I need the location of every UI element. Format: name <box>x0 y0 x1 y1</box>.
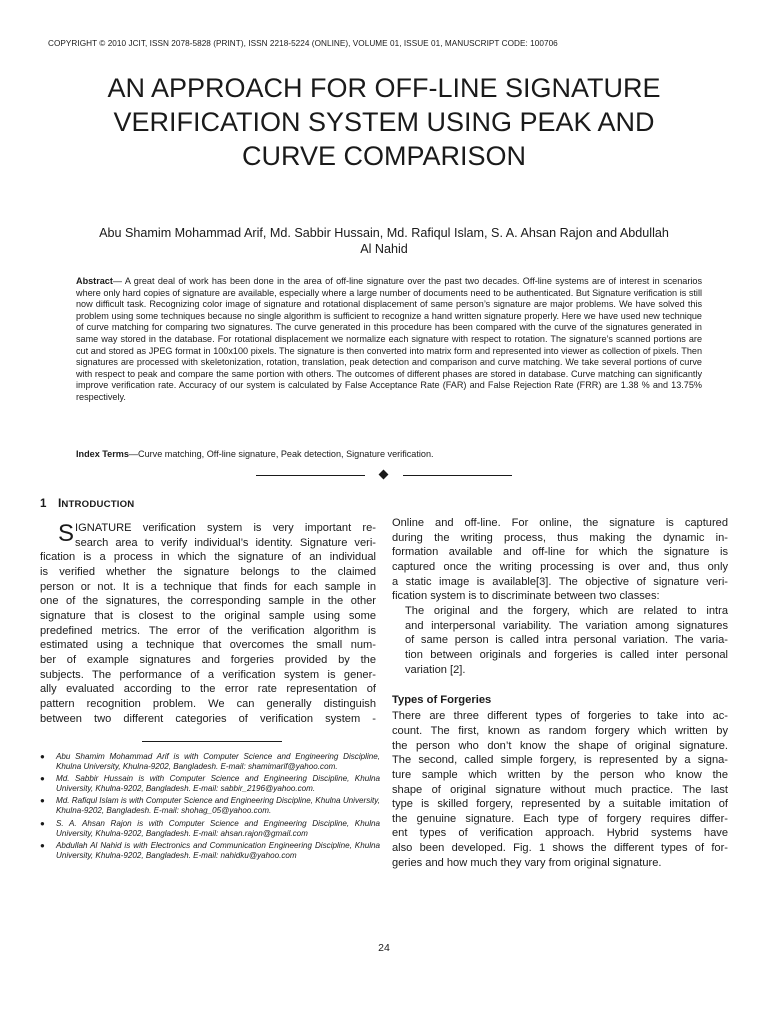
footnote-item <box>40 819 380 839</box>
text-line: predefined metrics. The error of the verification algorithm is <box>40 624 376 637</box>
text-line: pattern recognition problem. We can generally distinguish <box>40 697 376 710</box>
text-line: signature that is closest to the original sample using some <box>40 609 376 622</box>
footnote-item <box>40 774 380 794</box>
text-line: IGNATURE verification system is very important re- <box>75 522 376 534</box>
text-line: subjects. The performance of a verification system is gener- <box>40 668 376 681</box>
section-heading-introduction <box>40 495 376 513</box>
text-line: of same person is called intra personal variation. The varia- <box>405 634 728 647</box>
text-line: during the writing process, thus making the dynamic in- <box>392 531 728 544</box>
text-line: Online and off-line. For online, the signature is captured <box>392 517 728 529</box>
text-line: ally evaluated according to the error rate representation of <box>40 683 376 696</box>
footnote-text: Abu Shamim Mohammad Arif is with Computer Science and Engineering Discipline, Khulna University, Khulna-9202, Bangladesh. E-mail: shamimarif@yahoo.com. <box>56 752 380 772</box>
paper-title <box>40 71 728 173</box>
index-terms-text: —Curve matching, Off-line signature, Peak detection, Signature verification. <box>128 449 434 459</box>
section-title-first: I <box>58 496 62 510</box>
abstract <box>76 276 702 404</box>
footnote-item <box>40 841 380 861</box>
right-column <box>392 516 728 870</box>
abstract-label: Abstract <box>76 276 113 286</box>
footnote-item <box>40 752 380 772</box>
text-line: count. The first, known as random forgery which written by <box>392 724 728 737</box>
text-line: formation available and off-line for which the signature is <box>392 546 728 559</box>
section-divider <box>256 469 512 481</box>
text-line: the genuine signature. Each type of forgery requires differ- <box>392 812 728 825</box>
author-line: Abu Shamim Mohammad Arif, Md. Sabbir Hussain, Md. Rafiqul Islam, S. A. Ahsan Rajon and Abdullah <box>99 226 669 240</box>
index-terms <box>76 448 702 460</box>
left-column <box>40 495 376 726</box>
text-line: shape of original signature without much practice. The last <box>392 783 728 796</box>
intro-paragraph-1-continued <box>392 516 728 604</box>
footnote-text: Abdullah Al Nahid is with Electronics and Communication Engineering Discipline, Khulna University, Khulna-9202, Bangladesh. E-mail: nahidku@yahoo.com <box>56 840 380 860</box>
footnote-text: S. A. Ahsan Rajon is with Computer Science and Engineering Discipline, Khulna University, Khulna-9202, Bangladesh. E-mail: ahsan.rajon@gmail.com <box>56 818 380 838</box>
section-number: 1 <box>40 497 47 510</box>
footnote-text: Md. Rafiqul Islam is with Computer Science and Engineering Discipline, Khulna University, Khulna-9202, Bangladesh. E-mail: shohag_05@yahoo.com. <box>56 796 380 816</box>
author-footnotes <box>40 752 380 863</box>
divider-line-left <box>256 475 365 476</box>
text-line: between two different categories of verification system - <box>40 712 376 725</box>
text-line: captured once the writing processing is over and, thus only <box>392 560 728 573</box>
footnote-rule <box>142 741 282 742</box>
intro-paragraph-1 <box>40 521 376 726</box>
bullet-icon: ● <box>40 818 45 828</box>
title-line: CURVE COMPARISON <box>241 141 527 171</box>
bullet-icon: ● <box>40 796 45 806</box>
footnote-item <box>40 796 380 816</box>
text-line: a static image is available[3]. The objective of signature veri- <box>392 575 728 588</box>
page-number: 24 <box>378 942 390 954</box>
text-line: the person who don’t know the shape of original signature. <box>392 739 728 752</box>
forgeries-paragraph <box>392 709 728 870</box>
text-line: fication system is to discriminate between two classes: <box>392 590 660 603</box>
intro-paragraph-1-text <box>40 521 376 726</box>
diamond-icon <box>379 470 389 480</box>
author-line: Al Nahid <box>360 242 408 256</box>
bullet-icon: ● <box>40 752 45 761</box>
divider-line-right <box>403 475 512 476</box>
text-line: type is skilled forgery, represented by a suitable imitation of <box>392 798 728 811</box>
text-line: ber of example signatures and forgeries provided by the <box>40 653 376 666</box>
bullet-icon: ● <box>40 774 45 784</box>
intro-paragraph-2 <box>392 604 728 677</box>
text-line: tion between originals and forgeries is called inter personal <box>405 648 728 661</box>
footnote-text: Md. Sabbir Hussain is with Computer Science and Engineering Discipline, Khulna University, Khulna-9202, Bangladesh. E-mail: sabbir_2196@yahoo.com. <box>56 774 380 794</box>
bullet-icon: ● <box>40 840 45 850</box>
text-line: ture sample which written by the person who know the <box>392 768 728 781</box>
text-line: person or not. It is a technique that finds for each sample in <box>40 580 376 593</box>
section-title-rest: NTRODUCTION <box>61 499 135 510</box>
text-line: There are three different types of forgeries to take into ac- <box>392 710 728 723</box>
subheading-types-of-forgeries: Types of Forgeries <box>392 694 492 707</box>
text-line: geries and how much they vary from original signature. <box>392 856 662 869</box>
text-line: ent types of verification approach. Hybrid systems have <box>392 827 728 840</box>
text-line: also been developed. Fig. 1 shows the different types of for- <box>392 842 728 855</box>
text-line: search area to verify individual’s identity. Signature veri- <box>75 536 376 549</box>
copyright-header: COPYRIGHT © 2010 JCIT, ISSN 2078-5828 (PRINT), ISSN 2218-5224 (ONLINE), VOLUME 01, ISSUE 01, MANUSCRIPT CODE: 100706 <box>48 39 558 48</box>
text-line: fication is a process in which the signature of an individual <box>40 551 376 564</box>
text-line: one of the signatures, the corresponding sample in the other <box>40 595 376 608</box>
title-line: VERIFICATION SYSTEM USING PEAK AND <box>113 107 655 137</box>
text-line: variation [2]. <box>405 663 466 676</box>
text-line: is verified whether the signature belongs to the claimed <box>40 565 376 578</box>
index-terms-label: Index Terms <box>76 449 129 459</box>
text-line: The original and the forgery, which are related to intra <box>405 604 728 617</box>
text-line: The second, called simple forgery, is represented by a signa- <box>392 754 728 767</box>
text-line: and interpersonal variability. The variation among signatures <box>405 619 728 632</box>
text-line: estimated using a technique that overcomes the small num- <box>40 639 376 652</box>
author-list <box>44 225 724 257</box>
title-line: AN APPROACH FOR OFF-LINE SIGNATURE <box>107 73 661 103</box>
drop-cap: S <box>58 520 75 547</box>
abstract-text: — A great deal of work has been done in the area of off-line signature over the past two decades. Off-line systems are of interest in scenarios where only hard copies of signature are available, especially where a large number of documents need to be authenticated. But Signature verification is still now difficult task. Recognizing color image of signature and rotational displacement of same person’s signature are major problems. We have solved this problem using some techniques because no single algorithm is sufficient to recognize a hand written signature properly. Here we have used new technique of curve matching for comparing two signatures. The curve generated in this procedure has been compared with the curve of the signatures generated in same way stored in the database. For rotational displacement we normalize each signature with respect to rotation. The signature’s scanned portions are cut and stored as JPEG format in 100x100 pixels. The signature is then converted into matrix form and represented into viewer as collection of pixels. Then signatures are processed with skeletonization, rotation, translation, peak detection and comparison and curve matching. We take several portions of curve with respect to peak and compare the same portion with others. The outcomes of different phases are stored in database. Curve matching can significantly improve verification rate. Accuracy of our system is calculated by False Acceptance Rate (FAR) and False Rejection Rate (FRR) are 1.38 % and 13.75% respectively. <box>76 276 702 402</box>
